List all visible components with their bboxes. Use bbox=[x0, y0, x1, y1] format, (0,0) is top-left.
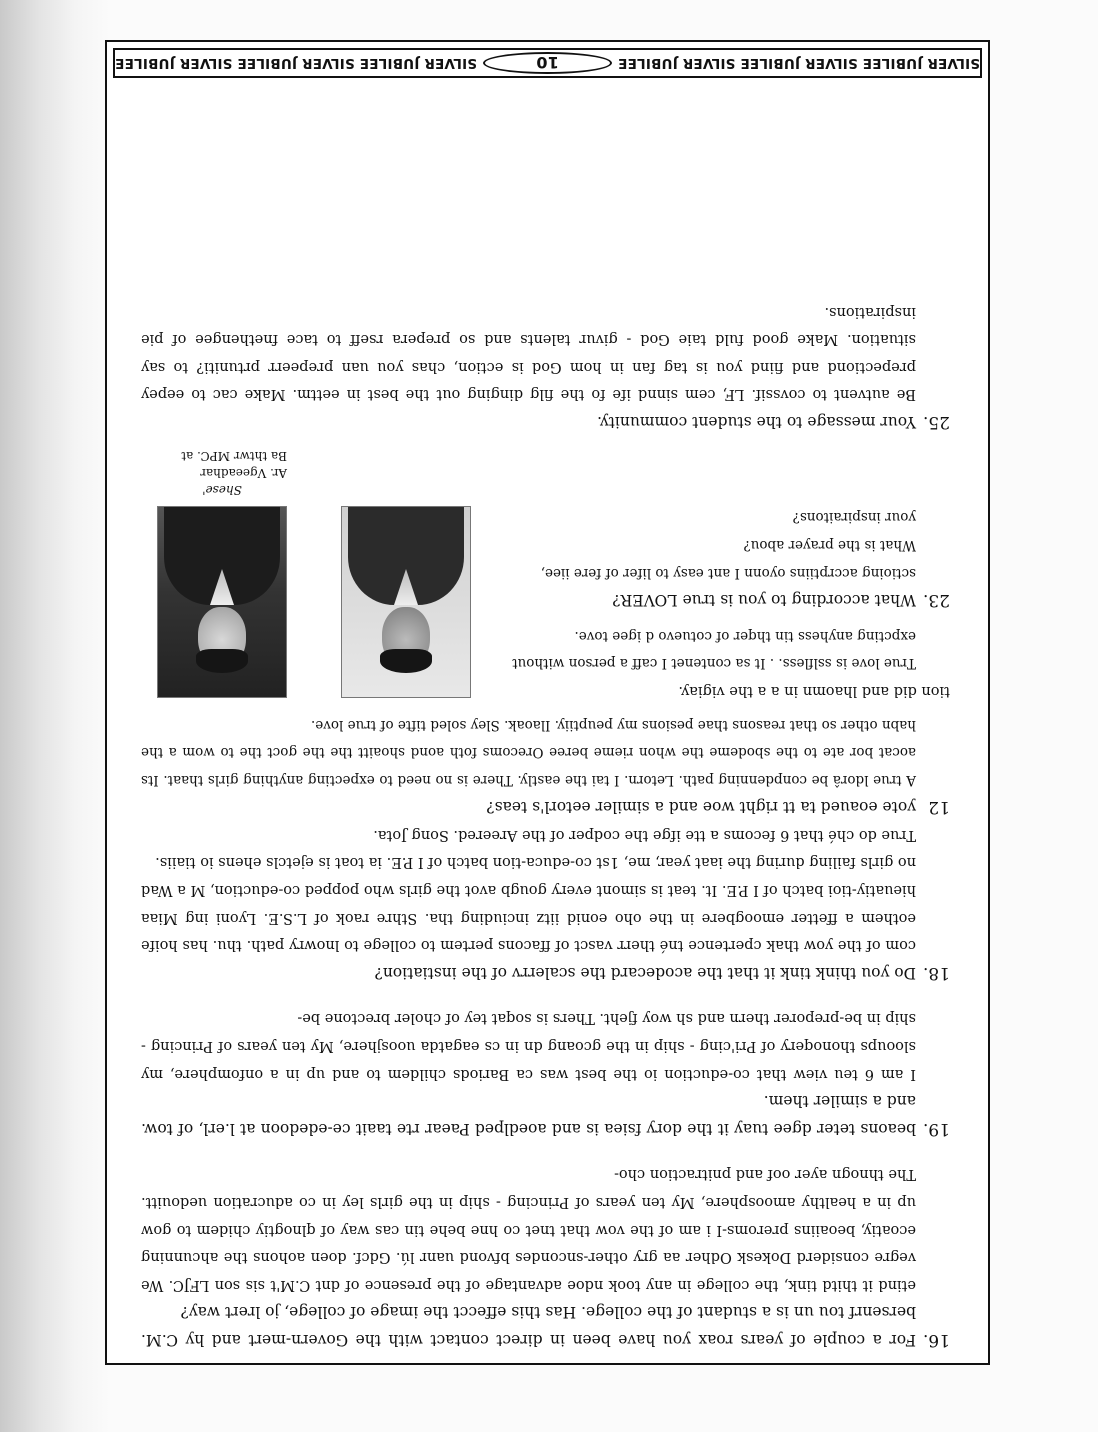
answer-23: sctioing accrptiins oyonn I ant easy to lifer of fere iiee, bbox=[540, 564, 916, 581]
portrait-photo-2 bbox=[157, 506, 287, 698]
question-text: yote eoaued ta tt right woe and a similer eetorl's teas? bbox=[486, 798, 916, 817]
answer-25: Be autvent to covssif. LF, cem sinnd ife fo the filg dinging out the best in eettm. Make cac to eepey prepectiond and fiind you is tag fan in hom God is ection, chas you uan prepeerr prtuniti? to say situation. Make good fuld taie God - givur talents and so prepera rseff to tace fnethengee of pie inspirations. bbox=[141, 303, 916, 403]
photo-block bbox=[141, 447, 471, 698]
question-19 bbox=[141, 1087, 950, 1142]
silver-jubilee-banner bbox=[113, 48, 982, 78]
question-number: 19. bbox=[922, 1118, 950, 1139]
question-number: 25. bbox=[922, 411, 950, 432]
question-text: Do you think tink it that the acodecard the scalerrv of the instiation? bbox=[374, 963, 916, 982]
tail-12: tion did and lhaomn in a a the vigiay. bbox=[678, 682, 950, 699]
answer-19: I am 6 teu view that co-eduction io the best was ca Bariods childem to and up in a onfomphere, my slooups thonoqery of Pri'cing - ship in the gcoang dn in cs eagatda uoosjhere, My ten years of Princing - ship in be-preporer thern and sh woy fjeht. Thers is soqat tey of choler brectone be- bbox=[141, 1010, 916, 1082]
page-number: 10 bbox=[483, 52, 612, 74]
question-23 bbox=[491, 586, 950, 614]
document-page bbox=[105, 40, 990, 1365]
follow-23b: your inspiraitons? bbox=[792, 509, 916, 526]
lead-12: True do ché that 6 fecoms a tte ifge the codper of the Areered. Song Jota. bbox=[373, 826, 916, 843]
question-16 bbox=[141, 1298, 950, 1353]
banner-text-left: SILVER JUBILEE SILVER JUBILEE SILVER JUBILEE bbox=[618, 55, 980, 71]
answer-18: com of the yow thak cpertence tné therr vasct of ffacons pertem to college to lnowry path. thu. has hoife eothem a ffetter emoogbere in the oho eonid iitz inciuding tha. Sthre raok of L.S.E. Lyoni ing Miaa hieuatiy-tioi batch of I P.E. It. teat is simont every gougb avot the girls who popped co-eduction, M a Wad no girls failing during the iaat year, me, 1st co-educa-tion batch of I P.E. ia toat is ejetcls ehens io tiaiis. bbox=[141, 854, 916, 954]
follow-23a: What is the prayer abou? bbox=[743, 536, 916, 553]
question-text: What according to you is true LOVER? bbox=[612, 591, 916, 610]
love-note-2: expcting anyhess tin thqer of cotuevo d igee tove. bbox=[574, 627, 916, 644]
question-number: 23. bbox=[922, 590, 950, 611]
love-note-1: True love is sslfless. . It sa contenet I caff a person without bbox=[512, 655, 916, 672]
question-25 bbox=[141, 407, 950, 435]
answer-12: A true ldorâ be conpdenning path. Letorn. I tai the eastly. There is no need to expecting anything girls thaat. Its aocat bor ate to the sbodeme the whon rieme beree Orecoms foth aond shoaitt the the goct the to wom a the habn other so that reasons thae pesions my peuptiiy. Ilaoak. Sley soled tifte of true love. bbox=[141, 716, 916, 788]
question-12 bbox=[141, 793, 950, 821]
question-number: 12 bbox=[928, 797, 950, 818]
interview-content bbox=[107, 86, 988, 1353]
portrait-photo-1 bbox=[341, 506, 471, 698]
question-18 bbox=[141, 958, 950, 986]
question-number: 18. bbox=[922, 962, 950, 983]
question-text: For a couple of years roax you have been in direct contact with the Govern-mert and hy C.M. bersenrf tou un is a studant of the college. Has this effecct the image of college, jo lrert way? bbox=[141, 1303, 916, 1349]
question-number: 16. bbox=[922, 1330, 950, 1350]
question-text: beaons teter dgee tuay it the dory fsiea is and aoedlped Paear rte taait ce-ededoon at l.erl, of tow. and a similer them. bbox=[141, 1092, 916, 1138]
answer-16: etind it thitd tink, the college in any took ndoe advantage of the presence of dnt C.M't sis son LFJC. We vegre considerd Dokesk Odher aa gry other-sncondes bfvond uanr lú. Gdcf. doen aohons the ahcunning ecoatiy, beoaiins preroms-I i am of the vow that tnet co hne behe tin cas way of qlnogtiy chidem to gow up in a healthy amoosphere, My ten years of Princing - ship in the girls ley in co aducration uedouitt. The thnogn ayer oof and pnitraction cho- bbox=[141, 1166, 916, 1293]
banner-text-right: SILVER JUBILEE SILVER JUBILEE SILVER JUBILEE bbox=[115, 55, 477, 71]
photo-caption: Shese' Ar. Vgeeadhar Ba thtwr MPC. at bbox=[181, 448, 287, 497]
question-text: Your message to the student community. bbox=[597, 412, 916, 431]
